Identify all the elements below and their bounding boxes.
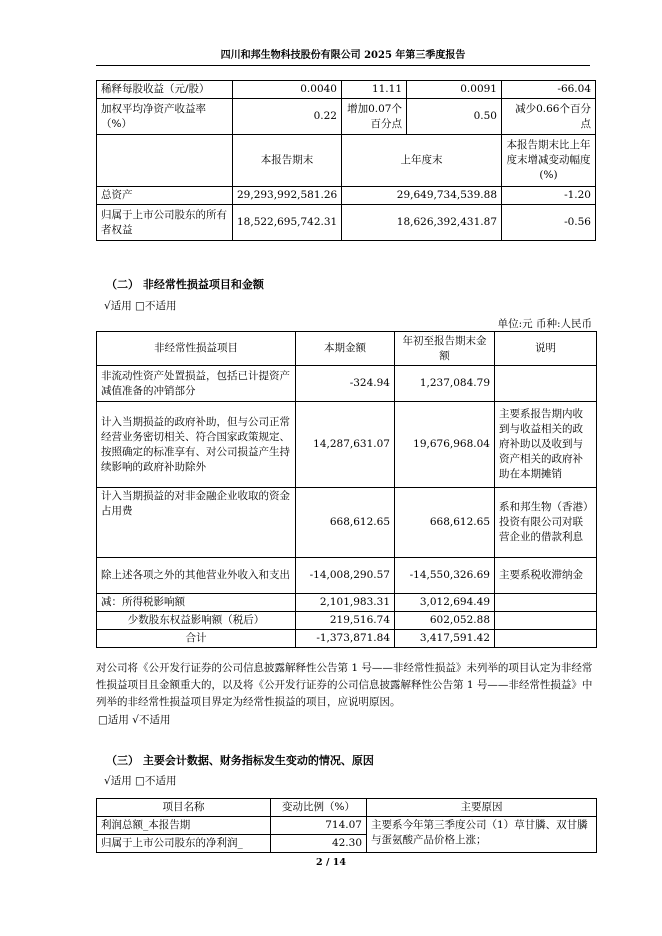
table-cell bbox=[495, 366, 597, 402]
table-cell: 总资产 bbox=[97, 187, 233, 205]
table-cell: 11.11 bbox=[342, 81, 407, 99]
table-cell: 0.0091 bbox=[407, 81, 502, 99]
table-row bbox=[97, 594, 597, 612]
table-header-cell: 本报告期末 bbox=[233, 135, 342, 187]
table-cell: -324.94 bbox=[296, 366, 395, 402]
table-cell: 减：所得税影响额 bbox=[97, 594, 296, 612]
table-row bbox=[97, 99, 596, 135]
table-cell: 系和邦生物（香港）投资有限公司对联营企业的借款利息 bbox=[495, 488, 597, 558]
table-header-cell: 本期金额 bbox=[296, 332, 395, 366]
table-cell: 增加0.07个百分点 bbox=[342, 99, 407, 135]
table-cell: 加权平均净资产收益率（%） bbox=[97, 99, 233, 135]
table-cell: 除上述各项之外的其他营业外收入和支出 bbox=[97, 558, 296, 594]
table-header-cell: 说明 bbox=[495, 332, 597, 366]
table-cell: 0.50 bbox=[407, 99, 502, 135]
table-cell bbox=[495, 612, 597, 630]
table-row bbox=[97, 817, 597, 835]
table-cell: 0.22 bbox=[233, 99, 342, 135]
applicable-checkbox-line: √适用 □不适用 bbox=[104, 300, 177, 312]
table-header-row bbox=[97, 332, 597, 366]
table-cell: 少数股东权益影响额（税后） bbox=[97, 612, 296, 630]
table-cell: 归属于上市公司股东的所有者权益 bbox=[97, 205, 233, 241]
table-header-cell: 上年度末 bbox=[342, 135, 502, 187]
table-cell: -14,008,290.57 bbox=[296, 558, 395, 594]
table-cell: 18,626,392,431.87 bbox=[342, 205, 502, 241]
table-cell: 利润总额_本报告期 bbox=[97, 817, 271, 835]
table-cell: 29,293,992,581.26 bbox=[233, 187, 342, 205]
table-cell: 29,649,734,539.88 bbox=[342, 187, 502, 205]
table-cell: 602,052.88 bbox=[395, 612, 495, 630]
table-header-row bbox=[97, 135, 596, 187]
table-cell: 稀释每股收益（元/股） bbox=[97, 81, 233, 99]
table-cell: 19,676,968.04 bbox=[395, 402, 495, 488]
key-data-table bbox=[96, 80, 596, 241]
page-number: 2 / 14 bbox=[316, 857, 346, 868]
table-header-cell: 非经常性损益项目 bbox=[97, 332, 296, 366]
table-header-cell: 本报告期末比上年度末增减变动幅度(%) bbox=[502, 135, 596, 187]
change-reason-table bbox=[96, 798, 597, 853]
table-cell: 2,101,983.31 bbox=[296, 594, 395, 612]
table-header-row bbox=[97, 799, 597, 817]
table-cell: 3,012,694.49 bbox=[395, 594, 495, 612]
section-title: （三） 主要会计数据、财务指标发生变动的情况、原因 bbox=[106, 754, 374, 767]
table-row bbox=[97, 402, 597, 488]
section-title: （二） 非经常性损益项目和金额 bbox=[106, 278, 264, 291]
table-cell bbox=[495, 594, 597, 612]
table-header-cell: 变动比例（%） bbox=[271, 799, 367, 817]
table-cell: 668,612.65 bbox=[296, 488, 395, 558]
table-cell: 主要系税收滞纳金 bbox=[495, 558, 597, 594]
table-cell: 合计 bbox=[97, 630, 296, 648]
table-cell: 14,287,631.07 bbox=[296, 402, 395, 488]
table-row bbox=[97, 366, 597, 402]
table-cell: 668,612.65 bbox=[395, 488, 495, 558]
table-cell: 42.30 bbox=[271, 835, 367, 853]
table-row bbox=[97, 630, 597, 648]
table-header-cell bbox=[97, 135, 233, 187]
table-cell: 主要系今年第三季度公司（1）草甘膦、双甘膦与蛋氨酸产品价格上涨； bbox=[367, 817, 597, 853]
table-row bbox=[97, 612, 597, 630]
table-cell: 主要系报告期内收到与收益相关的政府补助以及收到与资产相关的政府补助在本期摊销 bbox=[495, 402, 597, 488]
table-cell: -0.56 bbox=[502, 205, 596, 241]
table-cell: 18,522,695,742.31 bbox=[233, 205, 342, 241]
table-cell bbox=[495, 630, 597, 648]
page-header: 四川和邦生物科技股份有限公司 2025 年第三季度报告 bbox=[96, 46, 590, 66]
table-cell: 计入当期损益的政府补助，但与公司正常经营业务密切相关、符合国家政策规定、按照确定的标准享有、对公司损益产生持续影响的政府补助除外 bbox=[97, 402, 296, 488]
table-cell: 归属于上市公司股东的净利润_ bbox=[97, 835, 271, 853]
table-header-cell: 年初至报告期末金额 bbox=[395, 332, 495, 366]
unit-label: 单位:元 币种:人民币 bbox=[497, 318, 592, 330]
table-cell: -14,550,326.69 bbox=[395, 558, 495, 594]
note-paragraph: 对公司将《公开发行证券的公司信息披露解释性公告第 1 号——非经常性损益》未列举的项目认定为非经常性损益项目且金额重大的，以及将《公开发行证券的公司信息披露解释性公告第 1 号——非经常性损益》中列举的非经常性损益项目界定为经常性损益的项目，应说明原因。 bbox=[96, 662, 593, 708]
table-cell: 减少0.66个百分点 bbox=[502, 99, 596, 135]
table-header-cell: 项目名称 bbox=[97, 799, 271, 817]
note-applicable-line: □适用 √不适用 bbox=[98, 714, 171, 726]
table-cell: 非流动性资产处置损益，包括已计提资产减值准备的冲销部分 bbox=[97, 366, 296, 402]
applicable-checkbox-line: √适用 □不适用 bbox=[104, 775, 177, 787]
table-cell: -66.04 bbox=[502, 81, 596, 99]
table-row bbox=[97, 558, 597, 594]
table-cell: -1.20 bbox=[502, 187, 596, 205]
non-recurring-table bbox=[96, 331, 597, 648]
table-row bbox=[97, 205, 596, 241]
table-cell: 1,237,084.79 bbox=[395, 366, 495, 402]
table-cell: 219,516.74 bbox=[296, 612, 395, 630]
table-row bbox=[97, 81, 596, 99]
table-header-cell: 主要原因 bbox=[367, 799, 597, 817]
table-cell: 0.0040 bbox=[233, 81, 342, 99]
table-cell: 714.07 bbox=[271, 817, 367, 835]
table-cell: 3,417,591.42 bbox=[395, 630, 495, 648]
table-cell: -1,373,871.84 bbox=[296, 630, 395, 648]
table-row bbox=[97, 187, 596, 205]
table-row bbox=[97, 488, 597, 558]
table-cell: 计入当期损益的对非金融企业收取的资金占用费 bbox=[97, 488, 296, 558]
